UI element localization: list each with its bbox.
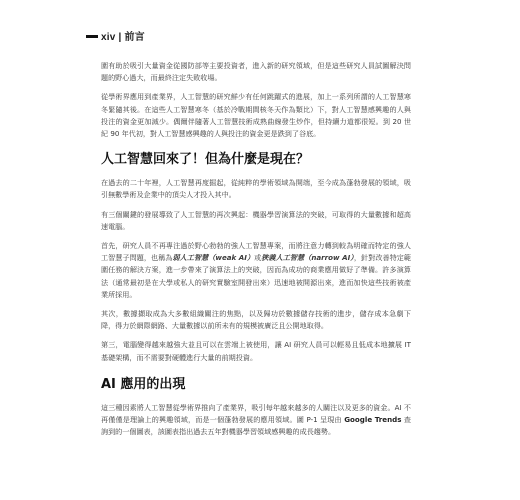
section-name: 前言 xyxy=(124,32,145,43)
header-rule xyxy=(86,35,98,38)
page-body xyxy=(101,60,411,445)
term-narrow-ai: 狹義人工智慧（narrow AI） xyxy=(261,253,354,263)
s2p1-part-a: 這三種因素將人工智慧從學術界推向了產業界，吸引每年越來越多的人關注以及更多的資金。AI 不再僅僅是理論上的興趣領域，而是一個蓬勃發展的應用領域。圖 P-1 呈現由 xyxy=(101,402,411,425)
section1-paragraph-3 xyxy=(101,240,411,301)
section-heading-ai-applications: AI 應用的出現 xyxy=(101,376,186,392)
header-separator: | xyxy=(118,32,122,43)
section2-paragraph-1 xyxy=(101,402,411,439)
p3-part-a: 首先，研究人員不再專注過於野心勃勃的強人工智慧專案，而將注意力轉到較為明確而特定的強人工智慧子問題，也稱為 xyxy=(101,241,411,263)
s2p1-part-b: 查詢到的一個圖表，該圖表指出過去五年對機器學習領域感興趣的成長趨勢。 xyxy=(101,415,411,437)
section1-paragraph-4: 其次，數據擷取成為大多數組織關注的焦點，以及歸功於數據儲存技術的進步，儲存成本急劇下降，得力於網際網路、大量數據以前所未有的規模被廣泛且公開地取得。 xyxy=(101,309,411,331)
p3-part-b: 或 xyxy=(254,253,262,263)
running-header xyxy=(86,28,145,43)
intro-paragraph-2: 從學術界應用到產業界，人工智慧的研究鮮少有任何跳躍式的進展，加上一系列所謂的人工智慧寒冬緊隨其後。在這些人工智慧寒冬（基於冷戰期間核冬天作為類比）下，對人工智慧感興趣的人與投注的資金更加減少。偶爾伴隨著人工智慧技術成熟曲線發生炒作，但持續力道都很短。到 20 世紀 90 年代初，對人工智慧感興趣的人與投注的資金更是跌到了谷底。 xyxy=(101,92,411,139)
page-number: xiv xyxy=(101,32,116,43)
section1-paragraph-1: 在過去的二十年裡，人工智慧再度掘起，從純粹的學術領域為開端，至今成為蓬勃發展的領域，吸引無數學術及企業中的頂尖人才投入其中。 xyxy=(101,178,411,200)
section1-paragraph-5: 第三，電腦變得越來越強大並且可以在雲端上被使用，讓 AI 研究人員可以輕易且低成本地擴展 IT 基礎架構，而不需要對硬體進行大量的前期投資。 xyxy=(101,340,411,362)
term-google-trends: Google Trends xyxy=(344,415,402,425)
intro-paragraph-1: 圍有助於吸引大量資金從國防部等主要投資者，進入新的研究領域，但是這些研究人員試圖解決問題的野心過大，而最終注定失敗收場。 xyxy=(101,61,411,83)
section-heading-ai-returns: 人工智慧回來了！但為什麼是現在？ xyxy=(101,152,310,168)
section1-paragraph-2: 有三個關鍵的發展導致了人工智慧的再次興起：機器學習演算法的突破，可取得的大量數據和超高速電腦。 xyxy=(101,209,411,231)
term-weak-ai: 弱人工智慧（weak AI） xyxy=(172,253,255,263)
p3-part-c: ，針對改善特定範圍任務的解決方案，進一步帶來了演算法上的突破，因而為成功的商業應用做好了準備。許多演算法（通常最初是在大學或私人的研究實驗室開發出來）迅速地被開源出來，進而加快這些技術被產業所採用。 xyxy=(101,253,412,299)
